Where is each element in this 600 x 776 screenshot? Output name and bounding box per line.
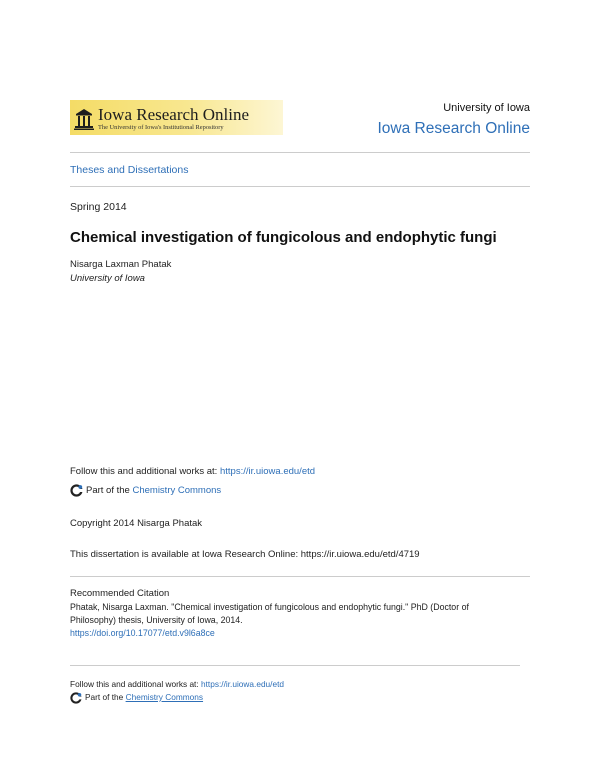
part-of-line xyxy=(70,484,221,497)
iowa-research-online-logo[interactable] xyxy=(70,100,283,135)
citation-heading: Recommended Citation xyxy=(70,588,170,599)
divider xyxy=(70,186,530,187)
divider xyxy=(70,576,530,577)
footer-follow-text: Follow this and additional works at: xyxy=(70,679,201,689)
footer-chemistry-commons-link[interactable]: Chemistry Commons xyxy=(125,692,204,703)
logo-title: Iowa Research Online xyxy=(98,105,250,124)
commons-icon xyxy=(70,484,83,497)
chemistry-commons-link[interactable]: Chemistry Commons xyxy=(132,485,222,497)
building-icon xyxy=(74,107,94,131)
commons-icon xyxy=(70,692,82,704)
publication-date: Spring 2014 xyxy=(70,201,127,213)
author-affiliation: University of Iowa xyxy=(70,273,145,284)
footer-part-of-line xyxy=(70,692,203,704)
university-name: University of Iowa xyxy=(443,102,530,114)
author-name: Nisarga Laxman Phatak xyxy=(70,259,172,270)
citation-line-2: Philosophy) thesis, University of Iowa, 2014. xyxy=(70,615,243,625)
citation-text xyxy=(70,601,469,640)
part-of-prefix: Part of the xyxy=(86,485,133,497)
follow-line xyxy=(70,466,315,477)
divider xyxy=(70,152,530,153)
footer-divider xyxy=(70,665,520,666)
doi-link[interactable]: https://doi.org/10.17077/etd.v9l6a8ce xyxy=(70,628,215,638)
follow-text: Follow this and additional works at: xyxy=(70,466,220,477)
footer-follow-url-link[interactable]: https://ir.uiowa.edu/etd xyxy=(200,679,285,689)
follow-url-link[interactable]: https://ir.uiowa.edu/etd xyxy=(219,466,316,477)
availability-notice: This dissertation is available at Iowa Research Online: https://ir.uiowa.edu/etd/4719 xyxy=(70,549,420,560)
thesis-title: Chemical investigation of fungicolous and endophytic fungi xyxy=(70,229,497,246)
logo-subtitle: The University of Iowa's Institutional Repository xyxy=(98,124,224,131)
copyright-notice: Copyright 2014 Nisarga Phatak xyxy=(70,518,203,529)
footer-follow-line xyxy=(70,679,284,689)
footer-part-prefix: Part of the xyxy=(85,692,126,703)
citation-line-1: Phatak, Nisarga Laxman. "Chemical investigation of fungicolous and endophytic fungi." PhD (Doctor of xyxy=(70,602,469,612)
collection-link[interactable]: Theses and Dissertations xyxy=(70,164,189,176)
repository-link[interactable]: Iowa Research Online xyxy=(377,120,530,137)
